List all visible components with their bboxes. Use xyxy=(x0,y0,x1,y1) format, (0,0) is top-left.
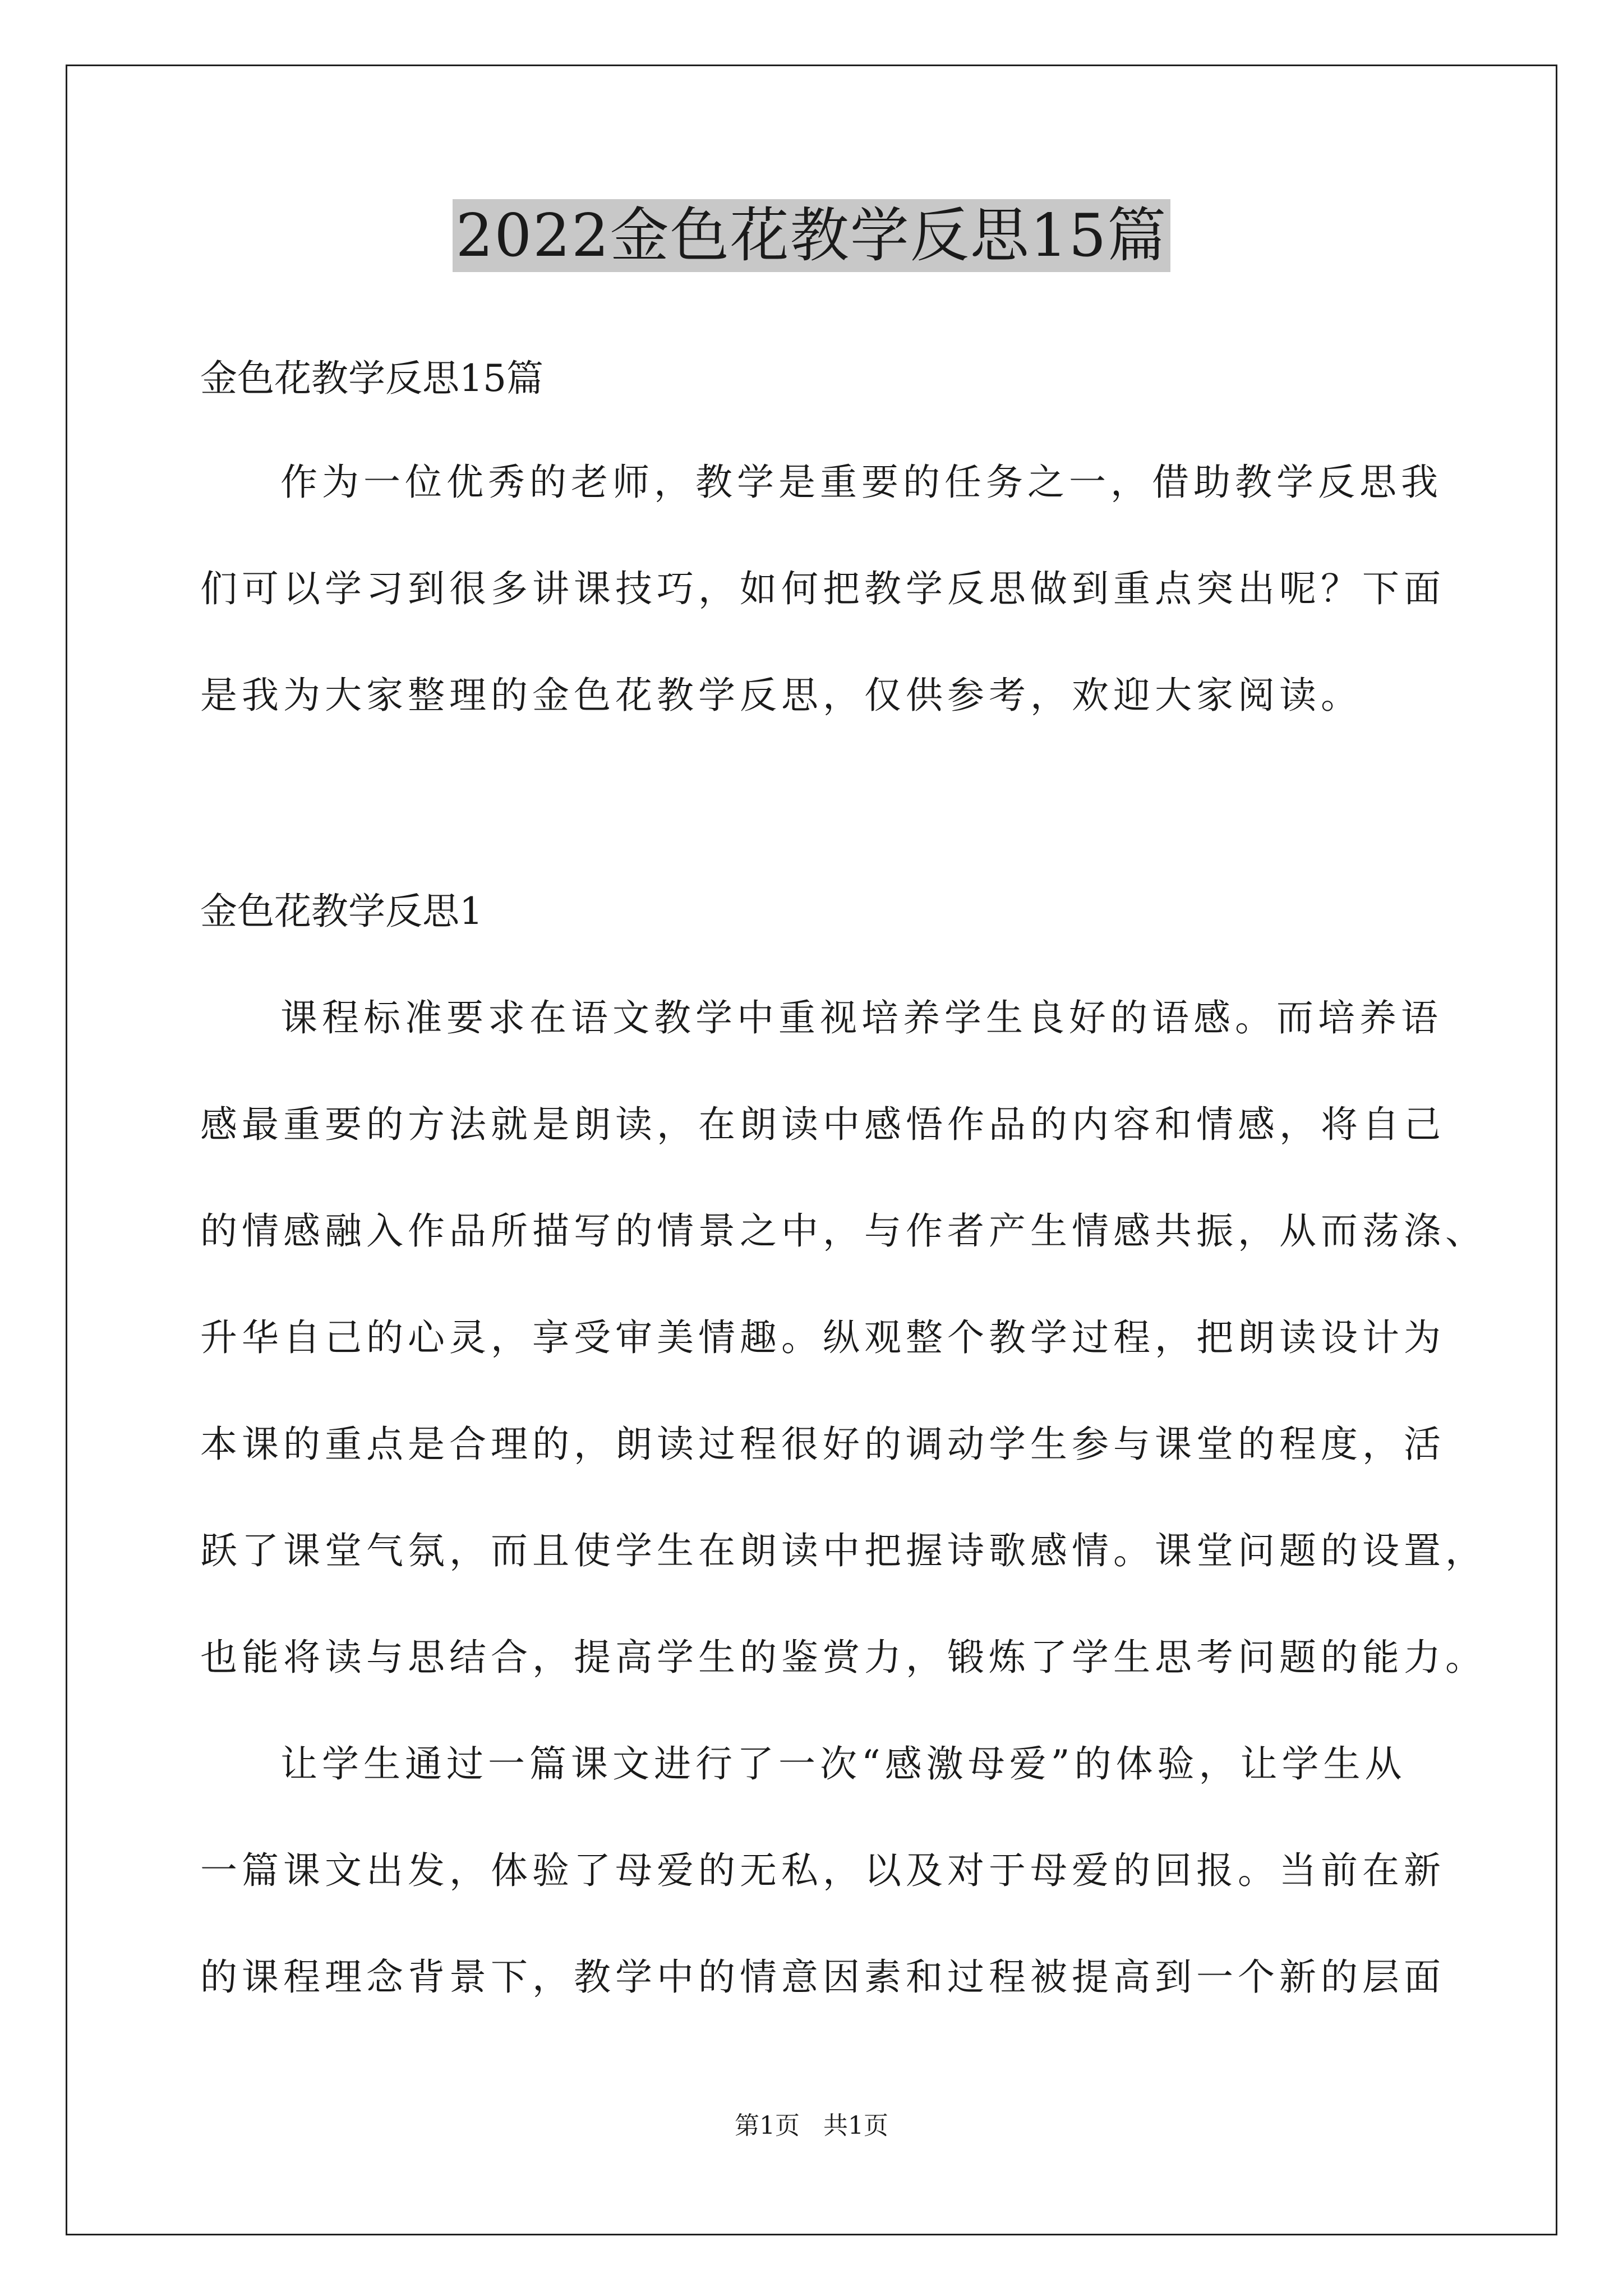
paragraph-line: 跃了课堂气氛，而且使学生在朗读中把握诗歌感情。课堂问题的设置， xyxy=(200,1529,1487,1572)
paragraph-line: 让学生通过一篇课文进行了一次“感激母爱”的体验，让学生从 xyxy=(280,1742,1407,1786)
paragraph-line: 一篇课文出发，体验了母爱的无私，以及对于母爱的回报。当前在新 xyxy=(200,1849,1445,1892)
document-subtitle: 金色花教学反思15篇 xyxy=(200,357,543,400)
page-footer: 第1页 共1页 xyxy=(735,2111,888,2140)
section-heading: 金色花教学反思1 xyxy=(200,890,483,933)
paragraph-line: 感最重要的方法就是朗读，在朗读中感悟作品的内容和情感，将自己 xyxy=(200,1103,1445,1146)
paragraph-line: 的课程理念背景下，教学中的情意因素和过程被提高到一个新的层面 xyxy=(200,1955,1445,1999)
document-title: 2022金色花教学反思15篇 xyxy=(453,199,1171,272)
title-container xyxy=(0,199,1623,272)
intro-line: 们可以学习到很多讲课技巧，如何把教学反思做到重点突出呢？下面 xyxy=(200,567,1445,610)
paragraph-line: 课程标准要求在语文教学中重视培养学生良好的语感。而培养语 xyxy=(280,996,1442,1039)
intro-line: 作为一位优秀的老师，教学是重要的任务之一，借助教学反思我 xyxy=(280,461,1442,504)
paragraph-line: 也能将读与思结合，提高学生的鉴赏力，锻炼了学生思考问题的能力。 xyxy=(200,1636,1487,1679)
paragraph-line: 本课的重点是合理的，朗读过程很好的调动学生参与课堂的程度，活 xyxy=(200,1423,1445,1466)
paragraph-line: 的情感融入作品所描写的情景之中，与作者产生情感共振，从而荡涤、 xyxy=(200,1209,1487,1253)
intro-line: 是我为大家整理的金色花教学反思，仅供参考，欢迎大家阅读。 xyxy=(200,674,1362,717)
paragraph-line: 升华自己的心灵，享受审美情趣。纵观整个教学过程，把朗读设计为 xyxy=(200,1316,1445,1359)
